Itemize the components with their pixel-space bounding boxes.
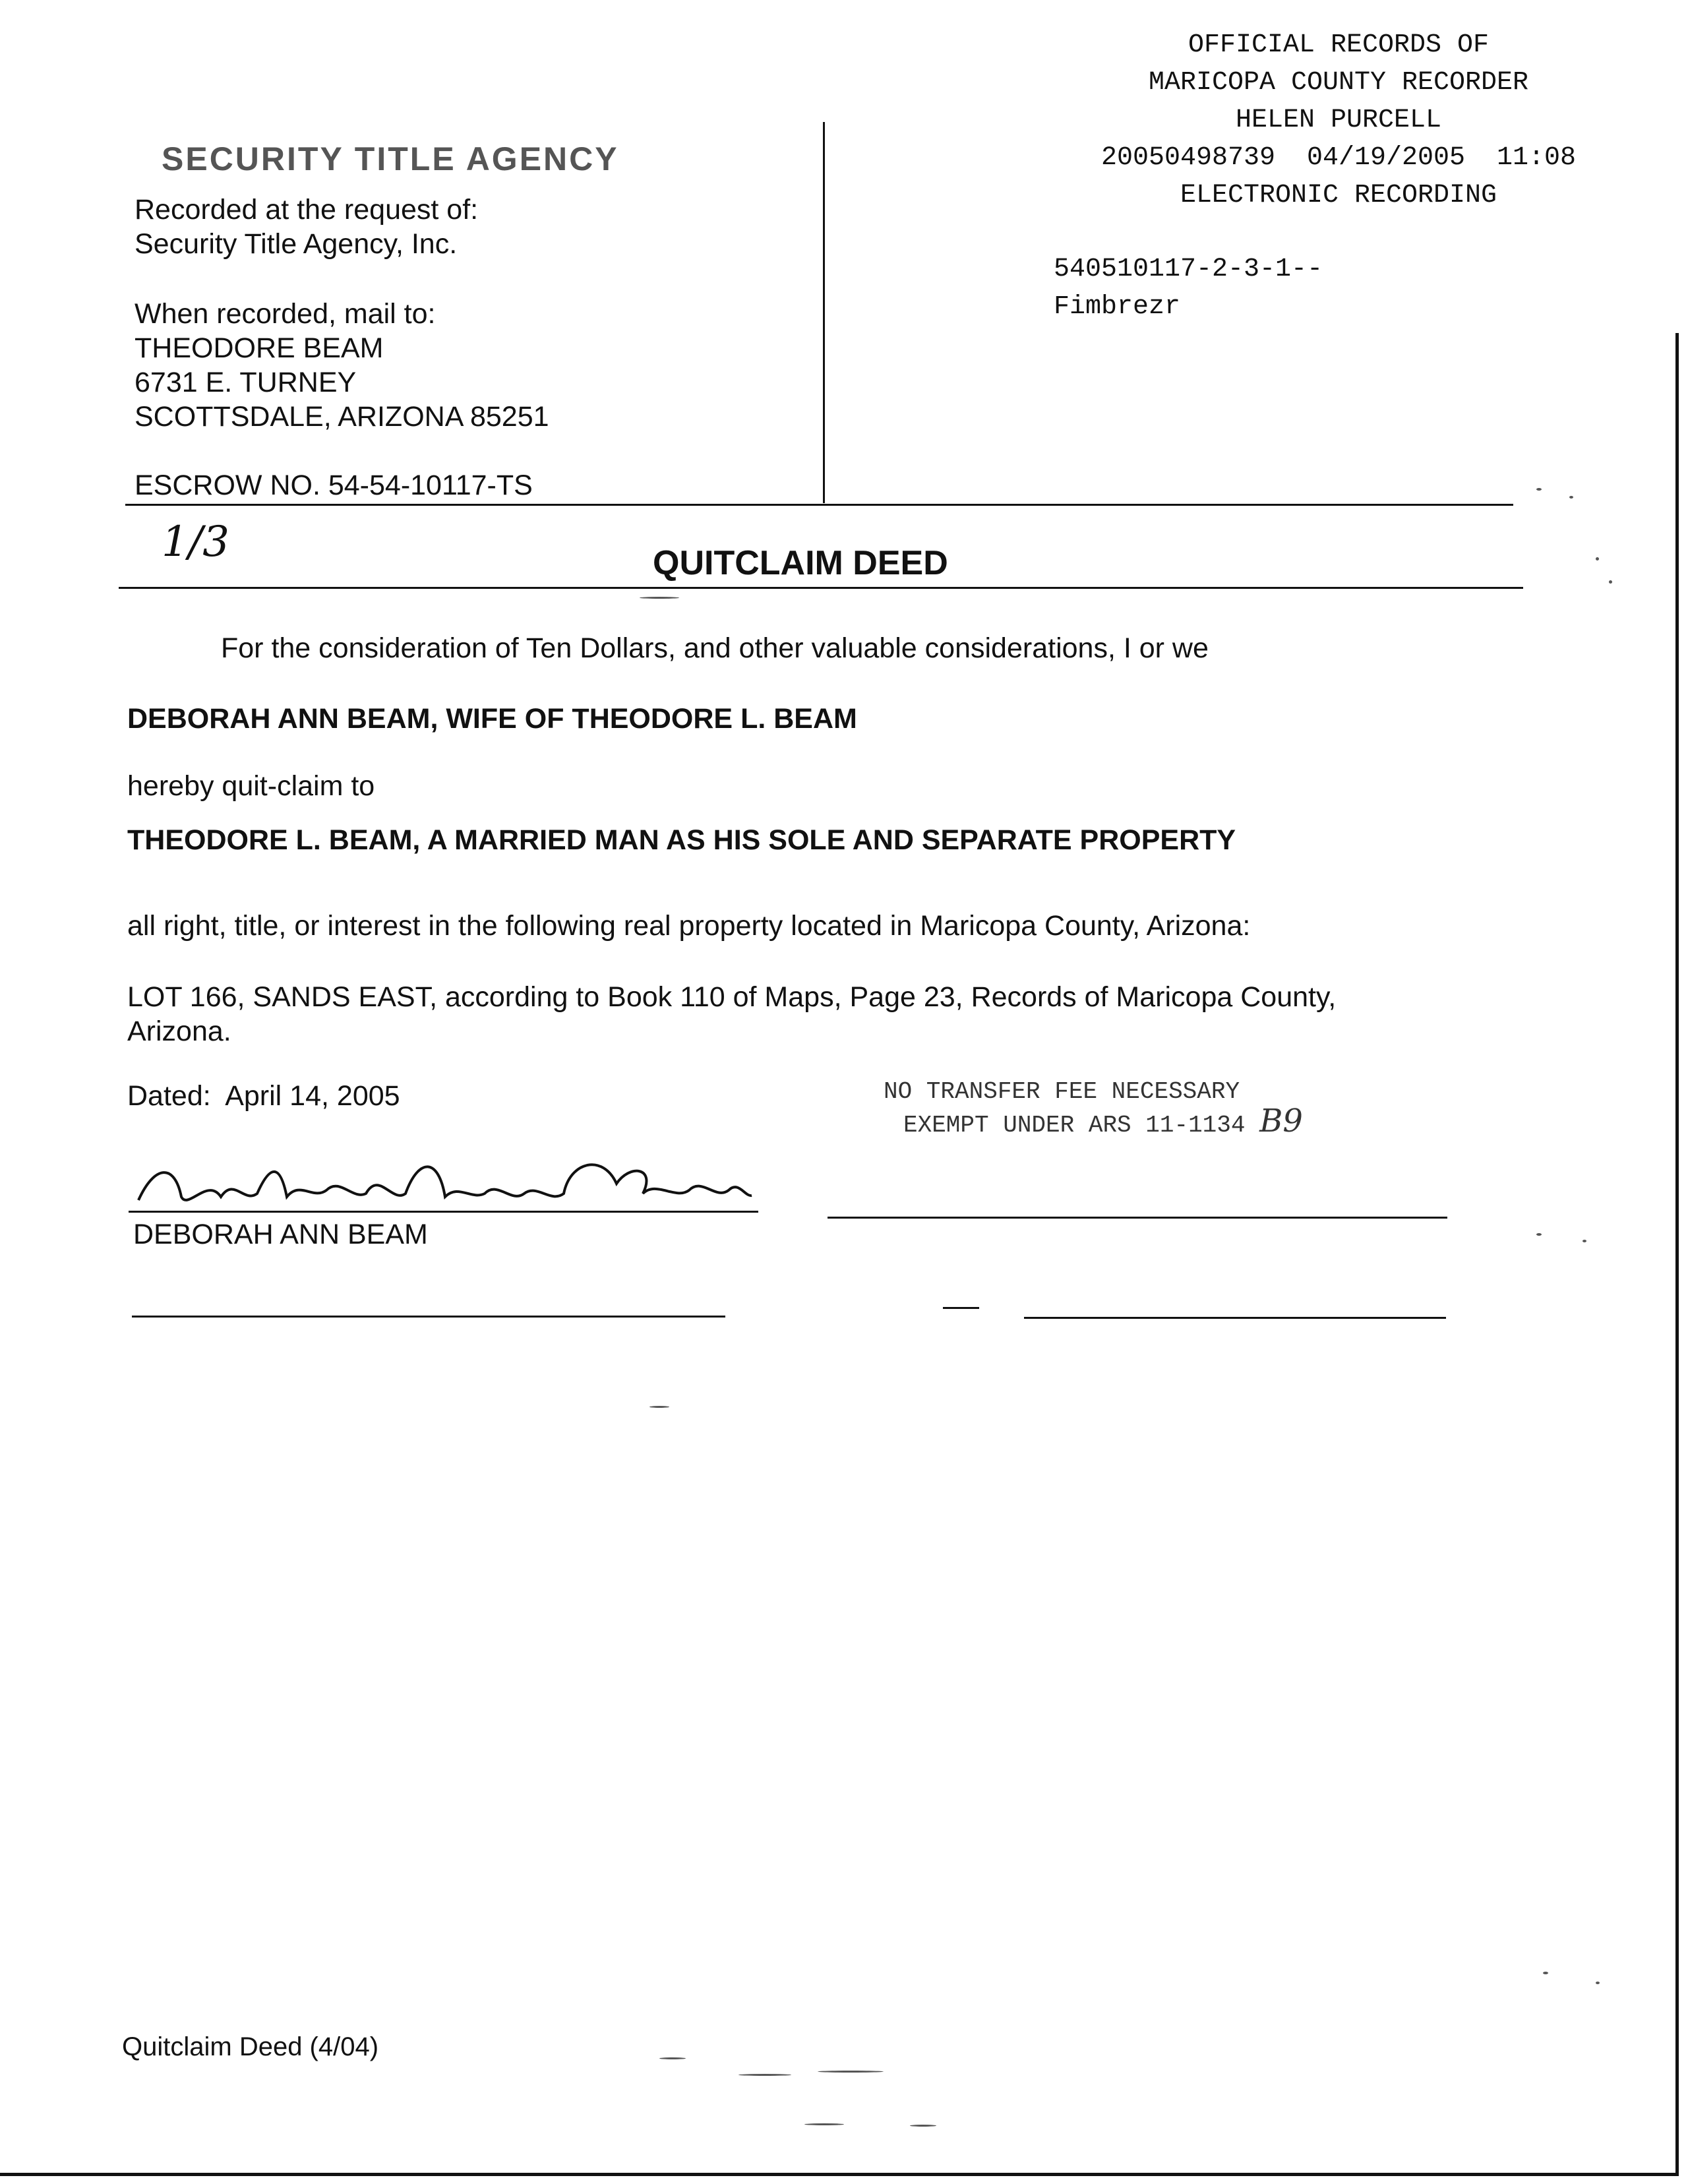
exempt-stamp-line-2 (884, 1103, 1303, 1140)
signature-scribble (129, 1151, 758, 1217)
scan-speck (804, 2123, 844, 2125)
scan-edge-right (1675, 333, 1679, 2173)
form-name: Quitclaim Deed (4/04) (122, 2032, 379, 2061)
exempt-stamp (884, 1077, 1303, 1140)
legal-description-line-2: Arizona. (127, 1016, 231, 1047)
recorded-at-request-label: Recorded at the request of: (135, 194, 479, 226)
mail-to-block (135, 297, 549, 434)
scan-speck (1582, 1240, 1586, 1242)
blank-line-mid (943, 1307, 979, 1309)
scan-speck (738, 2074, 791, 2076)
scan-speck (640, 597, 679, 599)
quit-claim-text: hereby quit-claim to (127, 770, 375, 802)
recording-number-date-time: 20050498739 04/19/2005 11:08 (1100, 143, 1577, 173)
header-divider (823, 122, 825, 503)
recorder-clerk: Fimbrezr (1054, 292, 1181, 322)
page-mark: 1/3 (162, 518, 229, 566)
scan-speck (1596, 1982, 1600, 1984)
scan-edge-bottom (0, 2173, 1679, 2176)
scan-speck (1536, 1233, 1542, 1236)
legal-description-line-1: LOT 166, SANDS EAST, according to Book 110 of Maps, Page 23, Records of Maricopa County, (127, 981, 1337, 1013)
dated-text: Dated: April 14, 2005 (127, 1080, 400, 1112)
recorder-block (1048, 26, 1629, 214)
signature-line (129, 1211, 758, 1213)
signature-line-right (828, 1217, 1447, 1219)
agency-stamp: SECURITY TITLE AGENCY (162, 140, 619, 177)
interest-text: all right, title, or interest in the following real property located in Maricopa County, Arizona: (127, 910, 1251, 942)
signature (129, 1151, 758, 1217)
scan-speck (1536, 488, 1542, 491)
recorder-line-2: MARICOPA COUNTY RECORDER (1148, 68, 1529, 98)
consideration-text: For the consideration of Ten Dollars, and other valuable considerations, I or we (221, 632, 1209, 664)
scan-speck (659, 2057, 686, 2059)
header-bottom-rule (125, 504, 1513, 506)
exempt-stamp-line-2-text: EXEMPT UNDER ARS 11-1134 (903, 1112, 1246, 1139)
exempt-stamp-initials: B9 (1259, 1103, 1303, 1139)
recorder-line-5: ELECTRONIC RECORDING (1180, 181, 1497, 210)
scan-speck (1609, 580, 1612, 584)
signatory-printed-name: DEBORAH ANN BEAM (133, 1219, 428, 1250)
document-title: QUITCLAIM DEED (653, 544, 948, 582)
recording-request-block (135, 193, 478, 261)
recorder-doc-id: 540510117-2-3-1-- (1054, 255, 1323, 284)
scan-speck (1543, 1972, 1548, 1974)
scan-speck (1569, 496, 1573, 499)
blank-line-right (1024, 1317, 1446, 1319)
recorded-by: Security Title Agency, Inc. (135, 228, 458, 260)
mail-to-label: When recorded, mail to: (135, 298, 436, 330)
mail-to-city: SCOTTSDALE, ARIZONA 85251 (135, 401, 549, 433)
grantor-name: DEBORAH ANN BEAM, WIFE OF THEODORE L. BEAM (127, 703, 857, 735)
scan-speck (649, 1406, 669, 1408)
recorder-line-3: HELEN PURCELL (1235, 106, 1442, 135)
exempt-stamp-line-1: NO TRANSFER FEE NECESSARY (884, 1078, 1240, 1105)
recorder-line-1: OFFICIAL RECORDS OF (1188, 30, 1490, 60)
scan-speck (910, 2125, 936, 2127)
grantee-name: THEODORE L. BEAM, A MARRIED MAN AS HIS SOLE AND SEPARATE PROPERTY (127, 824, 1236, 856)
escrow-number: ESCROW NO. 54-54-10117-TS (135, 470, 533, 501)
title-rule (119, 587, 1523, 589)
scan-speck (818, 2071, 884, 2073)
mail-to-name: THEODORE BEAM (135, 332, 384, 364)
mail-to-street: 6731 E. TURNEY (135, 367, 357, 398)
scan-speck (1596, 557, 1599, 561)
blank-line-left (132, 1316, 725, 1318)
legal-description (127, 980, 1336, 1048)
